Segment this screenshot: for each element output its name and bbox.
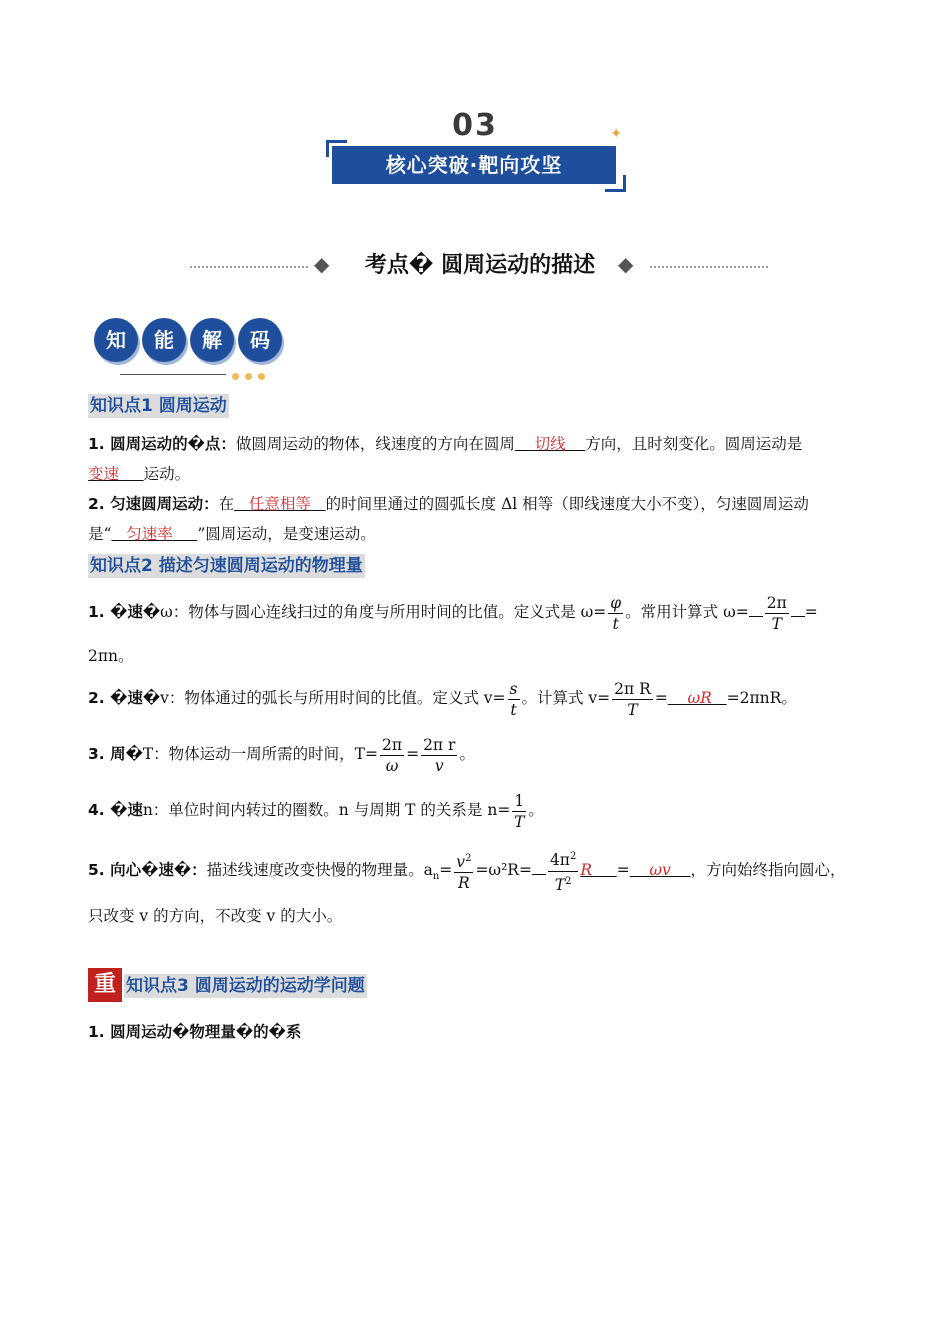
blank-answer: 切线 bbox=[534, 435, 566, 453]
bubble-underline bbox=[120, 374, 226, 375]
bubble-jie: 解 bbox=[190, 318, 234, 362]
section-number: 03 bbox=[452, 108, 498, 143]
fraction: $\frac{\text{2π R}}{T}$ bbox=[614, 679, 651, 719]
bubble-neng: 能 bbox=[142, 318, 186, 362]
kp2-item5: 5. 向心�速�：描述线速度改变快慢的物理量。$a_n=$ $\frac{v^2}{R}$ =ω²R= $\frac{4\pi^2}{T^2}$ R = ωv ，方向始终指向圆心， bbox=[88, 846, 846, 901]
kp3-heading: 知识点3 圆周运动的运动学问题 bbox=[126, 976, 365, 996]
key-point-badge: 重 bbox=[88, 968, 122, 1002]
banner-title: 核心突破·靶向攻坚 bbox=[332, 146, 616, 184]
kp2-item2: 2. �速�v：物体通过的弧长与所用时间的比值。定义式 v= $\frac{s}{t}$ 。计算式 v= $\frac{\text{2π R}}{T}$ = ωR =2πnR。 bbox=[88, 679, 797, 719]
bubble-zhi: 知 bbox=[94, 318, 138, 362]
section-banner bbox=[326, 126, 626, 192]
blank-answer: 任意相等 bbox=[248, 495, 311, 513]
fraction: $\frac{2\pi}{\omega}$ bbox=[382, 735, 403, 775]
blank-answer: 匀速率 bbox=[126, 525, 173, 543]
sparkle-icon: ✦ bbox=[610, 126, 622, 142]
blank-answer: ωv bbox=[649, 861, 671, 879]
kp2-item5-cont: 只改变 v 的方向，不改变 v 的大小。 bbox=[88, 907, 343, 925]
diamond-icon: ◆ bbox=[314, 252, 330, 276]
blank-answer: R bbox=[580, 861, 593, 879]
fraction: $\frac{2\pi}{T}$ bbox=[766, 593, 787, 633]
fraction: $\frac{1}{T}$ bbox=[514, 791, 525, 831]
fraction: $\frac{s}{t}$ bbox=[509, 679, 518, 719]
fraction: $\frac{4\pi^2}{T^2}$ bbox=[548, 847, 578, 894]
kp1-item2-cont: 是“ 匀速率 ”圆周运动，是变速运动。 bbox=[88, 525, 376, 543]
kp3-item1: 1. 圆周运动�物理量�的�系 bbox=[88, 1023, 302, 1041]
dot-icon bbox=[232, 373, 239, 380]
dot-icon bbox=[258, 373, 265, 380]
dot-icon bbox=[245, 373, 252, 380]
banner-corner-bottom-right bbox=[605, 175, 626, 192]
kp2-item1: 1. �速�ω：物体与圆心连线扫过的角度与所用时间的比值。定义式是 ω= $\frac{\varphi}{t}$ 。常用计算式 ω= $\frac{2\pi}{T}$ = bbox=[88, 593, 818, 633]
kp2-item1-cont: 2πn。 bbox=[88, 647, 134, 665]
kp2-item4: 4. �速n：单位时间内转过的圈数。n 与周期 T 的关系是 n= $\frac{1}{T}$ 。 bbox=[88, 791, 544, 831]
topic-heading bbox=[190, 246, 768, 280]
dotted-divider-left bbox=[190, 266, 308, 268]
bubble-ma: 码 bbox=[238, 318, 282, 362]
blank-answer: ωR bbox=[687, 689, 712, 707]
topic-title: 考点� 圆周运动的描述 bbox=[364, 253, 596, 278]
kp2-heading: 知识点2 描述匀速圆周运动的物理量 bbox=[90, 556, 363, 576]
kp1-item1: 1. 圆周运动的�点：做圆周运动的物体，线速度的方向在圆周 切线 方向，且时刻变化。圆周运动是 bbox=[88, 435, 803, 453]
kp2-item3: 3. 周�T：物体运动一周所需的时间，T= $\frac{2\pi}{\omega}$ = $\frac{\text{2π r}}{v}$ 。 bbox=[88, 735, 475, 775]
dotted-divider-right bbox=[650, 266, 768, 268]
kp1-item1-cont: 变速 运动。 bbox=[88, 465, 191, 483]
fraction: $\frac{\text{2π r}}{v}$ bbox=[423, 735, 456, 775]
kp1-heading: 知识点1 圆周运动 bbox=[90, 396, 227, 416]
blank-answer: 变速 bbox=[88, 465, 120, 483]
diamond-icon: ◆ bbox=[618, 252, 634, 276]
kp1-item2: 2. 匀速圆周运动：在 任意相等 的时间里通过的圆弧长度 Δl 相等（即线速度大小不变），匀速圆周运动 bbox=[88, 495, 809, 513]
fraction: $\frac{v^2}{R}$ bbox=[454, 849, 473, 893]
fraction: $\frac{\varphi}{t}$ bbox=[610, 593, 622, 633]
